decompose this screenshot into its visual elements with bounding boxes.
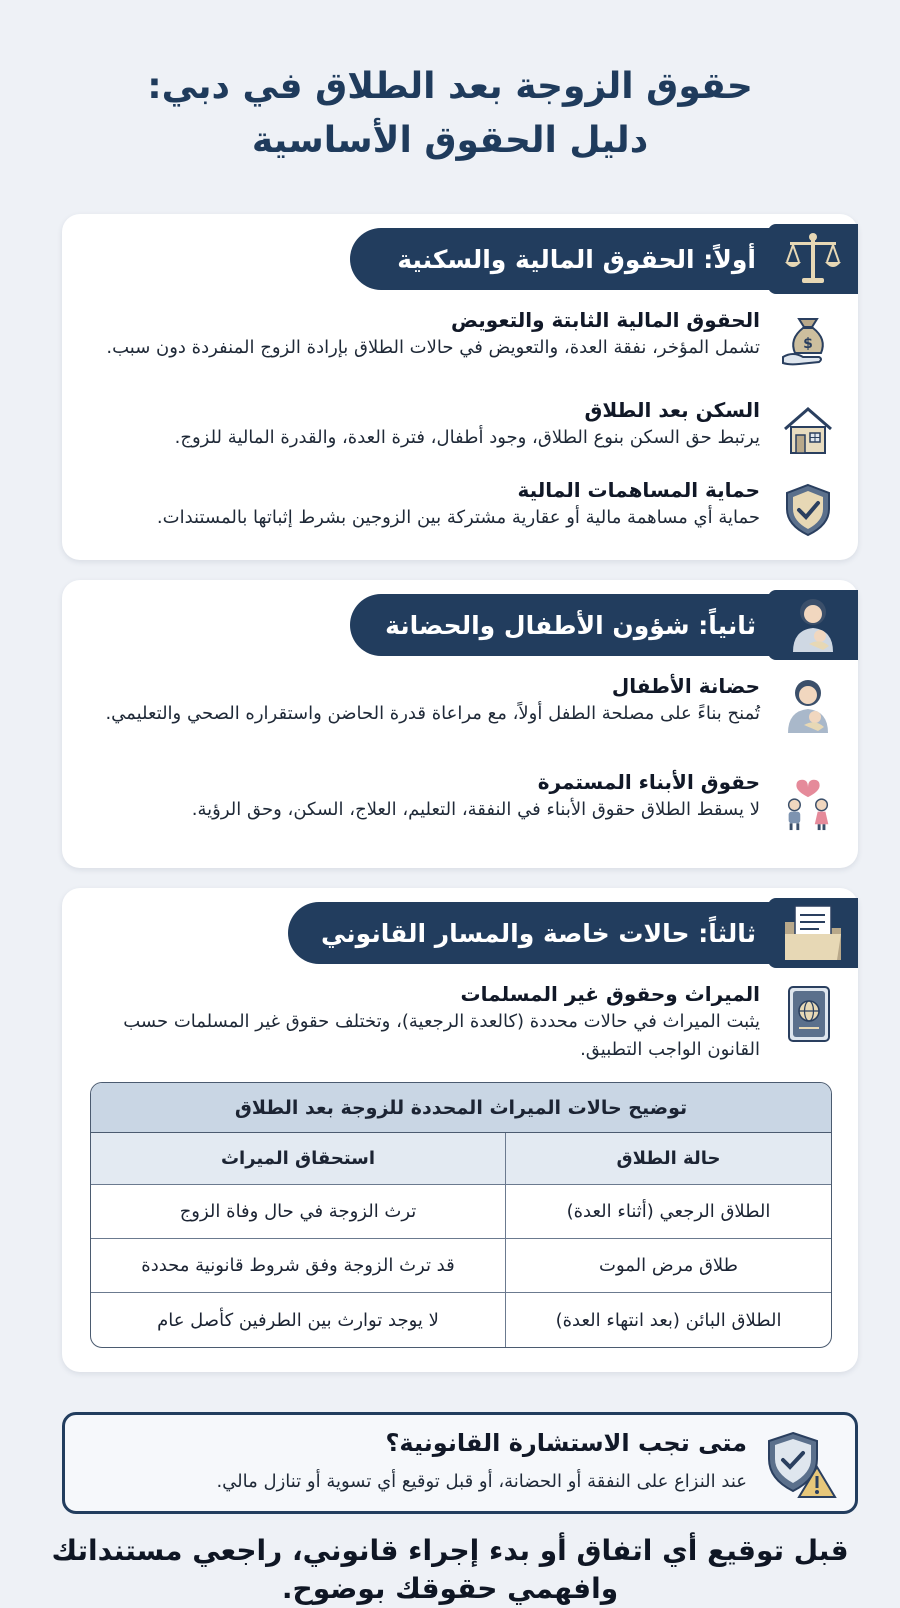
item-title: حقوق الأبناء المستمرة	[537, 770, 760, 794]
section-children-heading: ثانياً: شؤون الأطفال والحضانة	[385, 610, 756, 640]
item-children-rights-text	[100, 768, 760, 824]
passport-icon	[778, 984, 838, 1044]
title-line-1: حقوق الزوجة بعد الطلاق في دبي:	[147, 66, 753, 107]
table-cell: الطلاق الرجعي (أثناء العدة)	[505, 1185, 831, 1238]
section-special-heading: ثالثاً: حالات خاصة والمسار القانوني	[321, 918, 756, 948]
consultation-desc: عند النزاع على النفقة أو الحضانة، أو قبل توقيع أي تسوية أو تنازل مالي.	[216, 1471, 747, 1492]
item-title: الميراث وحقوق غير المسلمات	[460, 982, 760, 1006]
children-heart-icon	[778, 772, 838, 832]
item-custody-text	[100, 672, 760, 728]
table-caption: توضيح حالات الميراث المحددة للزوجة بعد الطلاق	[91, 1083, 831, 1133]
title-line-2: دليل الحقوق الأساسية	[251, 120, 649, 161]
item-inheritance-text	[100, 980, 760, 1064]
item-desc: حماية أي مساهمة مالية أو عقارية مشتركة بين الزوجين بشرط إثباتها بالمستندات.	[156, 507, 760, 528]
table-cell: قد ترث الزوجة وفق شروط قانونية محددة	[141, 1255, 455, 1276]
item-title: الحقوق المالية الثابتة والتعويض	[451, 308, 760, 332]
table-cell: لا يوجد توارث بين الطرفين كأصل عام	[157, 1309, 439, 1331]
svg-text:$: $	[803, 336, 813, 352]
table-header-cell: استحقاق الميراث	[220, 1148, 376, 1169]
item-desc: تشمل المؤخر، نفقة العدة، والتعويض في حالات الطلاق بإرادة الزوج المنفردة دون سبب.	[106, 337, 760, 358]
item-desc: تُمنح بناءً على مصلحة الطفل أولاً، مع مراعاة قدرة الحاضن واستقراره الصحي والتعليمي.	[105, 703, 760, 724]
table-cell: طلاق مرض الموت	[505, 1239, 831, 1292]
section-special-cases-card	[62, 888, 858, 1372]
page-title	[0, 60, 900, 168]
item-desc: يرتبط حق السكن بنوع الطلاق، وجود أطفال، فترة العدة، والقدرة المالية للزوج.	[174, 427, 760, 448]
footer-line-1: قبل توقيع أي اتفاق أو بدء إجراء قانوني، راجعي مستنداتك	[51, 1534, 849, 1567]
inheritance-table	[90, 1082, 832, 1348]
table-header-row	[91, 1133, 831, 1185]
table-cell: الطلاق البائن (بعد انتهاء العدة)	[505, 1293, 831, 1347]
table-row	[91, 1239, 831, 1293]
section-special-banner	[288, 902, 858, 964]
folder-icon	[768, 898, 858, 968]
item-title: حماية المساهمات المالية	[517, 478, 760, 502]
table-row	[91, 1185, 831, 1239]
section-financial-banner	[350, 228, 858, 290]
section-children-card	[62, 580, 858, 868]
table-row	[91, 1293, 831, 1347]
item-title: السكن بعد الطلاق	[584, 398, 760, 422]
section-financial-card	[62, 214, 858, 560]
item-title: حضانة الأطفال	[611, 674, 760, 698]
section-children-banner	[350, 594, 858, 656]
table-cell: ترث الزوجة في حال وفاة الزوج	[179, 1201, 417, 1222]
item-financial-text	[100, 306, 760, 362]
mother-child-icon	[768, 590, 858, 660]
item-desc: يثبت الميراث في حالات محددة (كالعدة الرجعية)، وتختلف حقوق غير المسلمات حسب القانون الواجب التطبيق.	[123, 1011, 760, 1060]
house-icon	[778, 400, 838, 460]
item-contributions-text	[100, 476, 760, 532]
section-financial-heading: أولاً: الحقوق المالية والسكنية	[397, 244, 756, 274]
item-desc: لا يسقط الطلاق حقوق الأبناء في النفقة، التعليم، العلاج، السكن، وحق الرؤية.	[191, 799, 760, 820]
table-header-cell: حالة الطلاق	[505, 1133, 831, 1184]
footer-note	[0, 1532, 900, 1608]
footer-line-2: وافهمي حقوقك بوضوح.	[281, 1572, 619, 1605]
money-bag-icon	[778, 310, 838, 370]
consultation-title: متى تجب الاستشارة القانونية؟	[385, 1429, 747, 1457]
mother-child-icon	[778, 676, 838, 736]
shield-warning-icon	[761, 1429, 837, 1501]
legal-consultation-box	[62, 1412, 858, 1514]
scales-icon	[768, 224, 858, 294]
item-housing-text	[100, 396, 760, 452]
shield-check-icon	[778, 480, 838, 540]
